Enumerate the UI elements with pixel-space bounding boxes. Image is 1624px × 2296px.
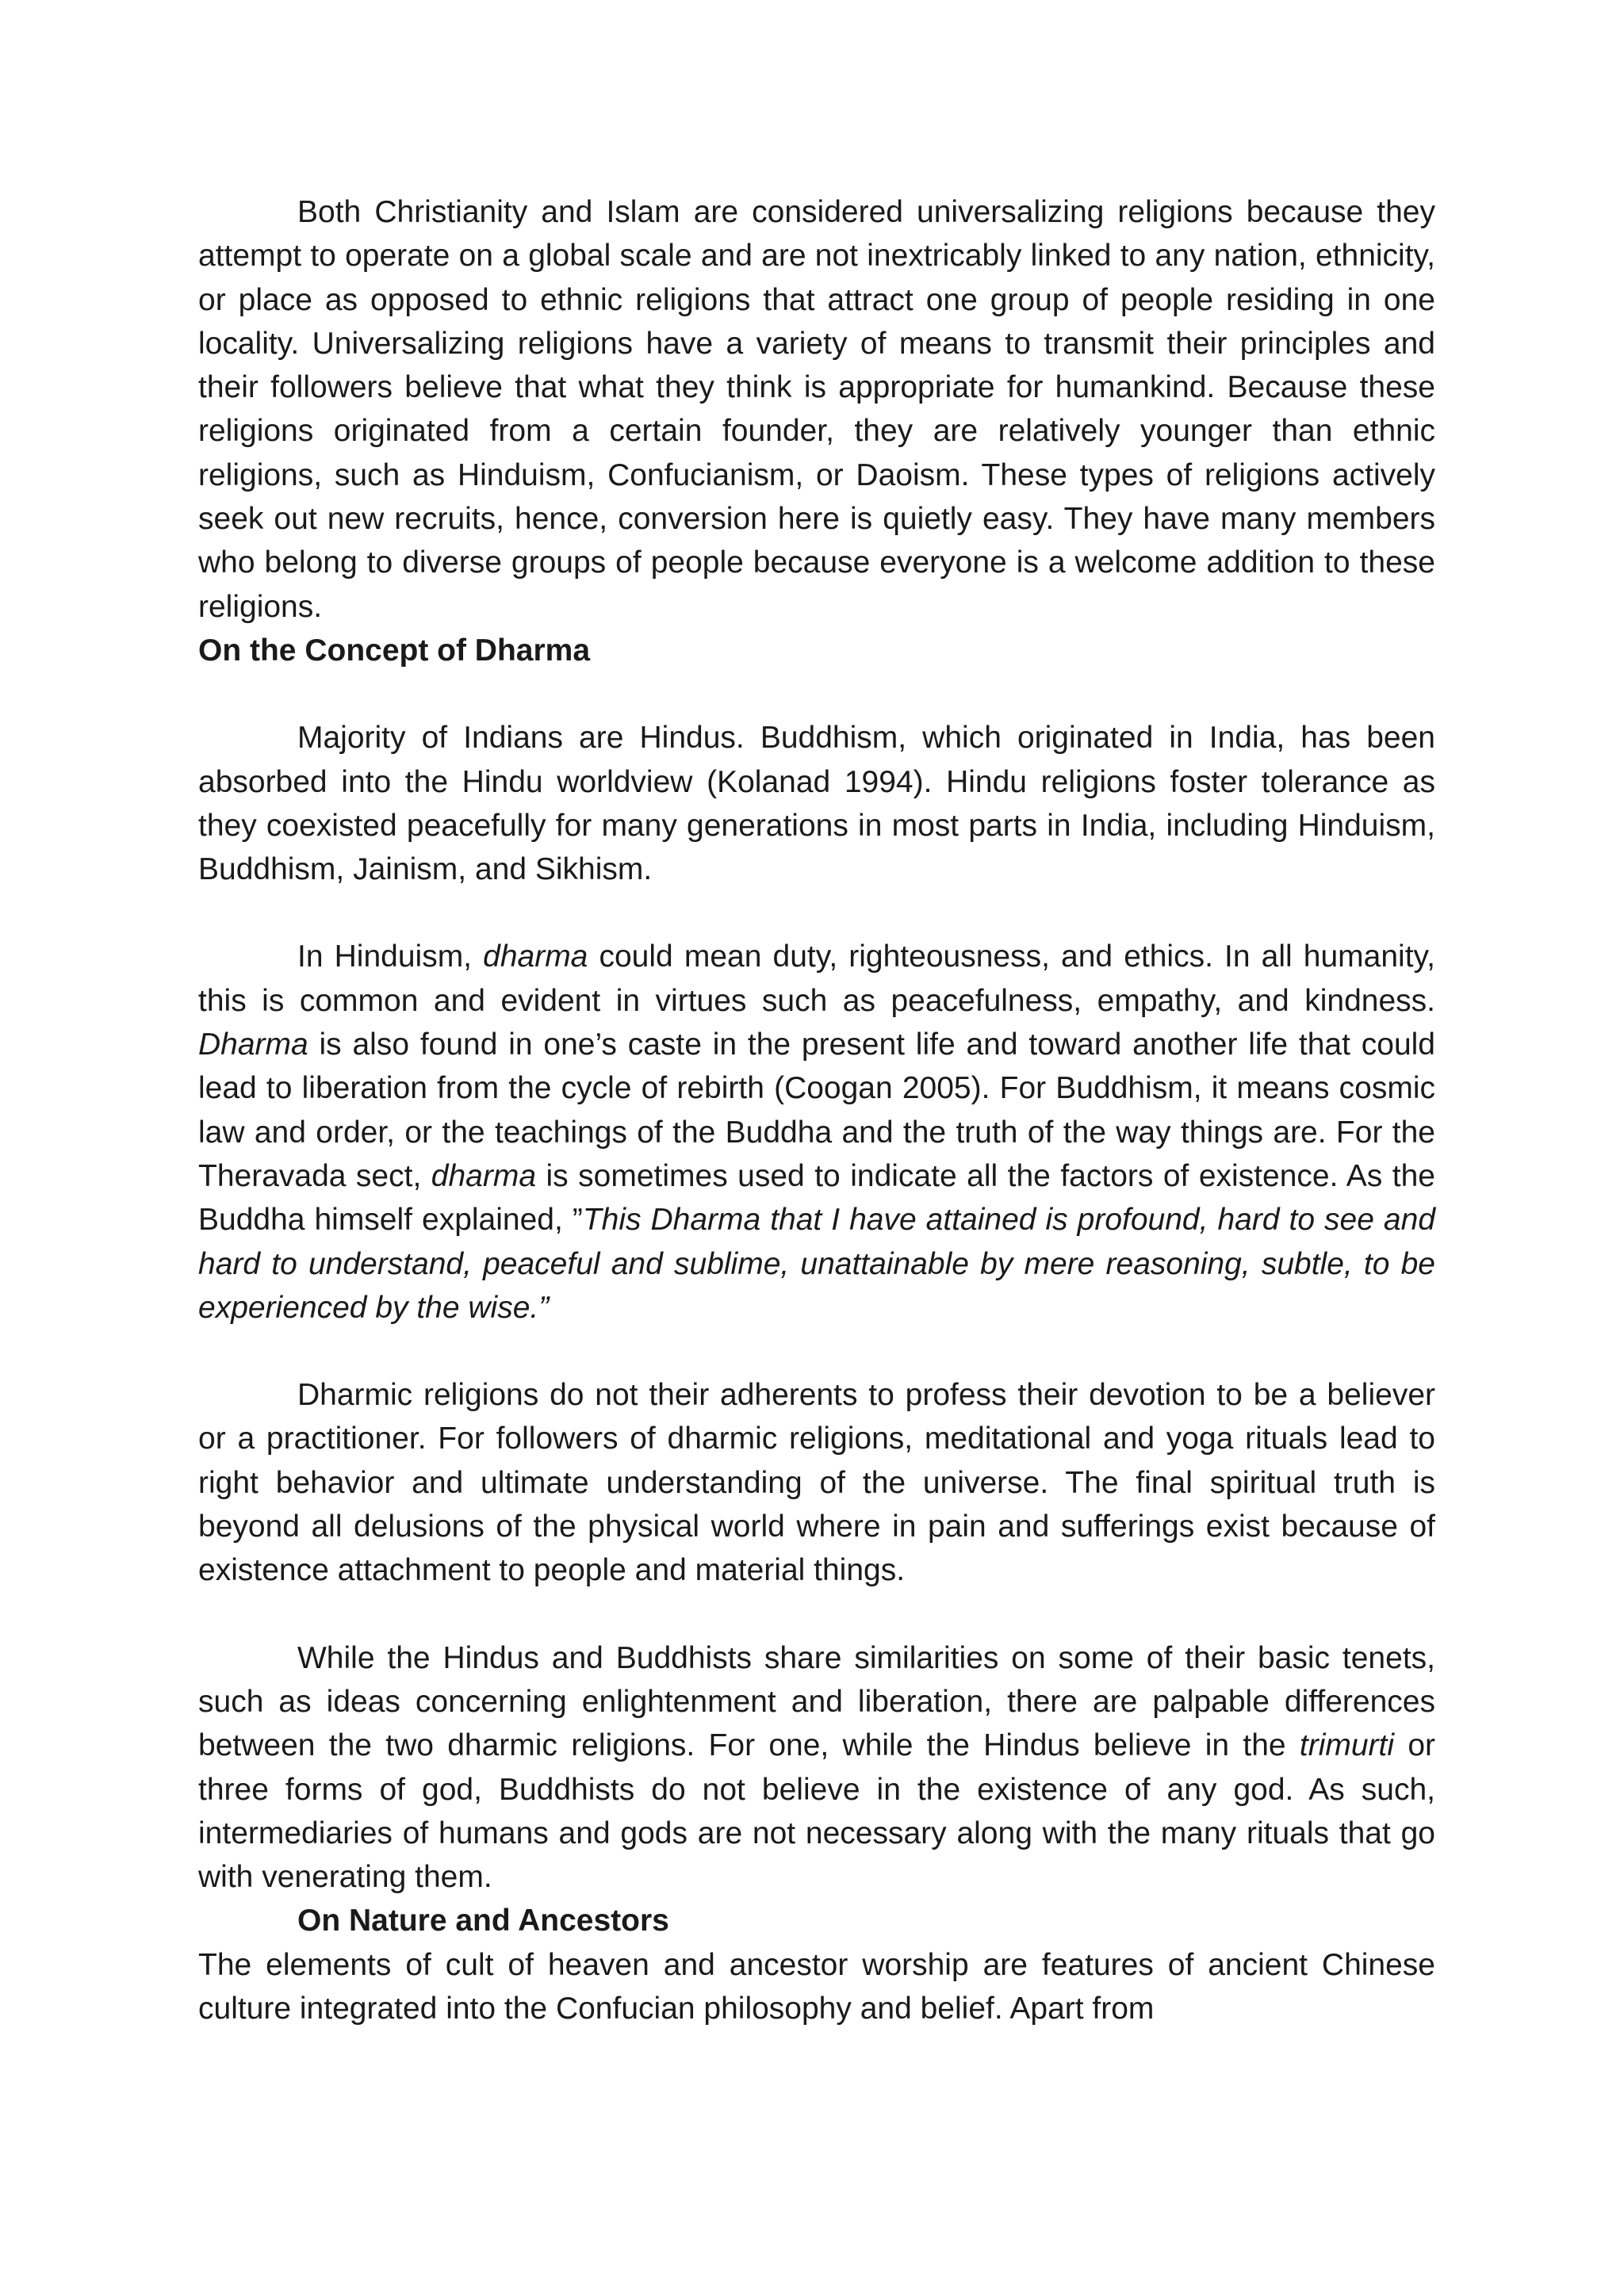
paragraph-universalizing-religions: Both Christianity and Islam are considered universalizing religions because they attempt to operate on a global scale and are not inextricably linked to any nation, ethnicity, or place as opposed to ethnic religions that attract one group of people residing in one locality. Universalizing religions have a variety of means to transmit their principles and their followers believe that what they think is appropriate for humankind. Because these religions originated from a certain founder, they are relatively younger than ethnic religions, such as Hinduism, Confucianism, or Daoism. These types of religions actively seek out new recruits, hence, conversion here is quietly easy. They have many members who belong to diverse groups of people because everyone is a welcome addition to these religions. [198,195,1435,624]
text-run: could mean duty, righteousness, and ethics. In all humanity, this is common and evident in virtues such as peacefulness, empathy, and kindness. [198,939,1435,1018]
heading-nature-and-ancestors: On Nature and Ancestors [297,1904,669,1938]
italic-term-dharma: dharma [431,1158,537,1193]
text-run: While the Hindus and Buddhists share similarities on some of their basic tenets, such as ideas concerning enlightenment and liberation, there are palpable differences between the two dharmic religions. For one, while the Hindus believe in the [198,1640,1435,1763]
text-run: In Hinduism, [297,939,484,974]
document-page [198,190,1435,2030]
paragraph-dharma-meaning [198,935,1435,1330]
text-run: is also found in one’s caste in the present life and toward another life that could lead to liberation from the cycle of rebirth (Coogan 2005). For Buddhism, it means cosmic law and order, or the teachings of the Buddha and the truth of the way things are. For the Theravada sect, [198,1027,1435,1193]
paragraph-hindus-and-buddhists [198,1636,1435,1900]
italic-term-trimurti: trimurti [1299,1728,1395,1763]
paragraph-dharmic-religions: Dharmic religions do not their adherents to profess their devotion to be a believer or a practitioner. For followers of dharmic religions, meditational and yoga rituals lead to right behavior and ultimate understanding of the universe. The final spiritual truth is beyond all delusions of the physical world where in pain and sufferings exist because of existence attachment to people and material things. [198,1378,1435,1588]
heading-concept-of-dharma: On the Concept of Dharma [198,633,591,668]
italic-term-dharma: Dharma [198,1027,308,1062]
paragraph-cult-of-heaven: The elements of cult of heaven and ancestor worship are features of ancient Chinese culture integrated into the Confucian philosophy and belief. Apart from [198,1947,1435,2026]
italic-term-dharma: dharma [483,939,588,974]
text-run: is sometimes used to indicate all the factors of existence. As the Buddha himself explained, ” [198,1158,1435,1238]
text-run: or three forms of god, Buddhists do not believe in the existence of any god. As such, intermediaries of humans and gods are not necessary along with the many rituals that go with venerating them. [198,1728,1435,1895]
paragraph-majority-of-indians: Majority of Indians are Hindus. Buddhism, which originated in India, has been absorbed into the Hindu worldview (Kolanad 1994). Hindu religions foster tolerance as they coexisted peacefully for many generations in most parts in India, including Hinduism, Buddhism, Jainism, and Sikhism. [198,721,1435,887]
italic-buddha-quote: This Dharma that I have attained is profound, hard to see and hard to understand, peaceful and sublime, unattainable by mere reasoning, subtle, to be experienced by the wise.” [198,1203,1436,1325]
